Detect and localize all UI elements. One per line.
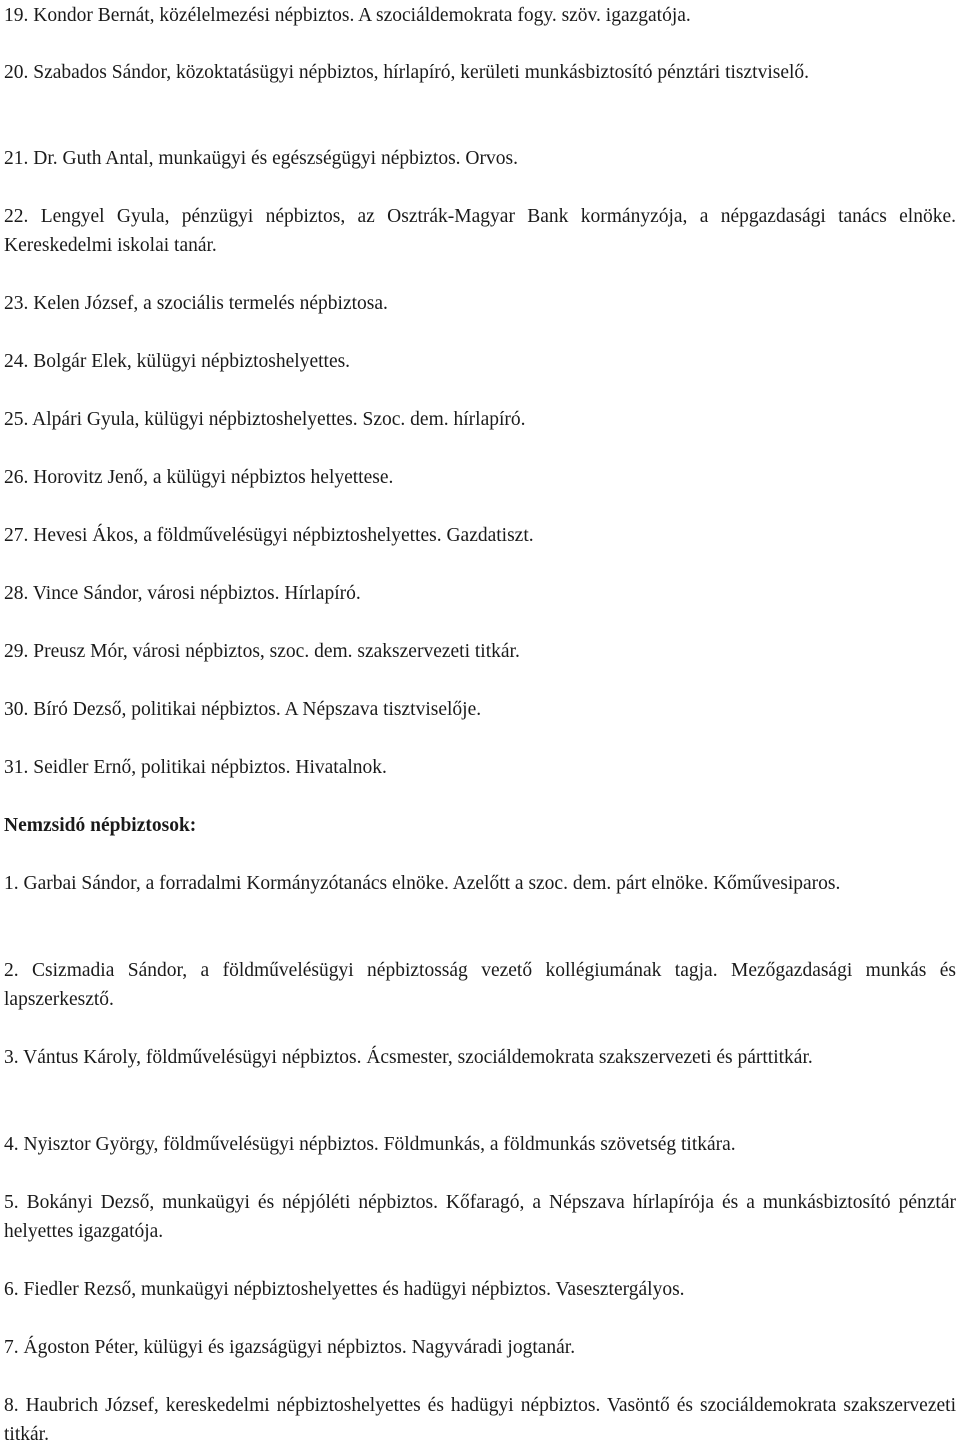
list-item: 22. Lengyel Gyula, pénzügyi népbiztos, az Osztrák-Magyar Bank kormányzója, a népgazdasági tanács elnöke. Kereskedelmi iskolai tanár. — [4, 206, 956, 256]
list-item: 23. Kelen József, a szociális termelés népbiztosa. — [4, 293, 388, 314]
list-item: 7. Ágoston Péter, külügyi és igazságügyi népbiztos. Nagyváradi jogtanár. — [4, 1337, 576, 1358]
list-item: 24. Bolgár Elek, külügyi népbiztoshelyettes. — [4, 351, 351, 372]
section-heading: Nemzsidó népbiztosok: — [4, 815, 197, 836]
list-item: 20. Szabados Sándor, közoktatásügyi népbiztos, hírlapíró, kerületi munkásbiztosító pénztári tisztviselő. — [4, 62, 810, 83]
list-item: 19. Kondor Bernát, közélelmezési népbiztos. A szociáldemokrata fogy. szöv. igazgatója. — [4, 5, 691, 26]
list-item: 5. Bokányi Dezső, munkaügyi és népjóléti népbiztos. Kőfaragó, a Népszava hírlapírója és a munkásbiztosító pénztár helyettes igazgatója. — [4, 1192, 956, 1242]
list-item: 26. Horovitz Jenő, a külügyi népbiztos helyettese. — [4, 467, 394, 488]
list-item: 3. Vántus Károly, földművelésügyi népbiztos. Ácsmester, szociáldemokrata szakszervezeti és párttitkár. — [4, 1047, 813, 1068]
list-item: 31. Seidler Ernő, politikai népbiztos. Hivatalnok. — [4, 757, 387, 778]
list-item: 8. Haubrich József, kereskedelmi népbiztoshelyettes és hadügyi népbiztos. Vasöntő és szociáldemokrata szakszervezeti titkár. — [4, 1395, 956, 1445]
list-item: 6. Fiedler Rezső, munkaügyi népbiztoshelyettes és hadügyi népbiztos. Vasesztergályos. — [4, 1279, 685, 1300]
list-item: 21. Dr. Guth Antal, munkaügyi és egészségügyi népbiztos. Orvos. — [4, 148, 518, 169]
list-item: 27. Hevesi Ákos, a földművelésügyi népbiztoshelyettes. Gazdatiszt. — [4, 525, 534, 546]
list-item: 28. Vince Sándor, városi népbiztos. Hírlapíró. — [4, 583, 361, 604]
list-item: 4. Nyisztor György, földművelésügyi népbiztos. Földmunkás, a földmunkás szövetség titkára. — [4, 1134, 736, 1155]
list-item: 30. Bíró Dezső, politikai népbiztos. A Népszava tisztviselője. — [4, 699, 482, 720]
list-item: 29. Preusz Mór, városi népbiztos, szoc. dem. szakszervezeti titkár. — [4, 641, 520, 662]
list-item: 1. Garbai Sándor, a forradalmi Kormányzótanács elnöke. Azelőtt a szoc. dem. párt elnöke. Kőművesiparos. — [4, 873, 841, 894]
list-item: 25. Alpári Gyula, külügyi népbiztoshelyettes. Szoc. dem. hírlapíró. — [4, 409, 526, 430]
list-item: 2. Csizmadia Sándor, a földművelésügyi népbiztosság vezető kollégiumának tagja. Mezőgazdasági munkás és lapszerkesztő. — [4, 960, 956, 1010]
